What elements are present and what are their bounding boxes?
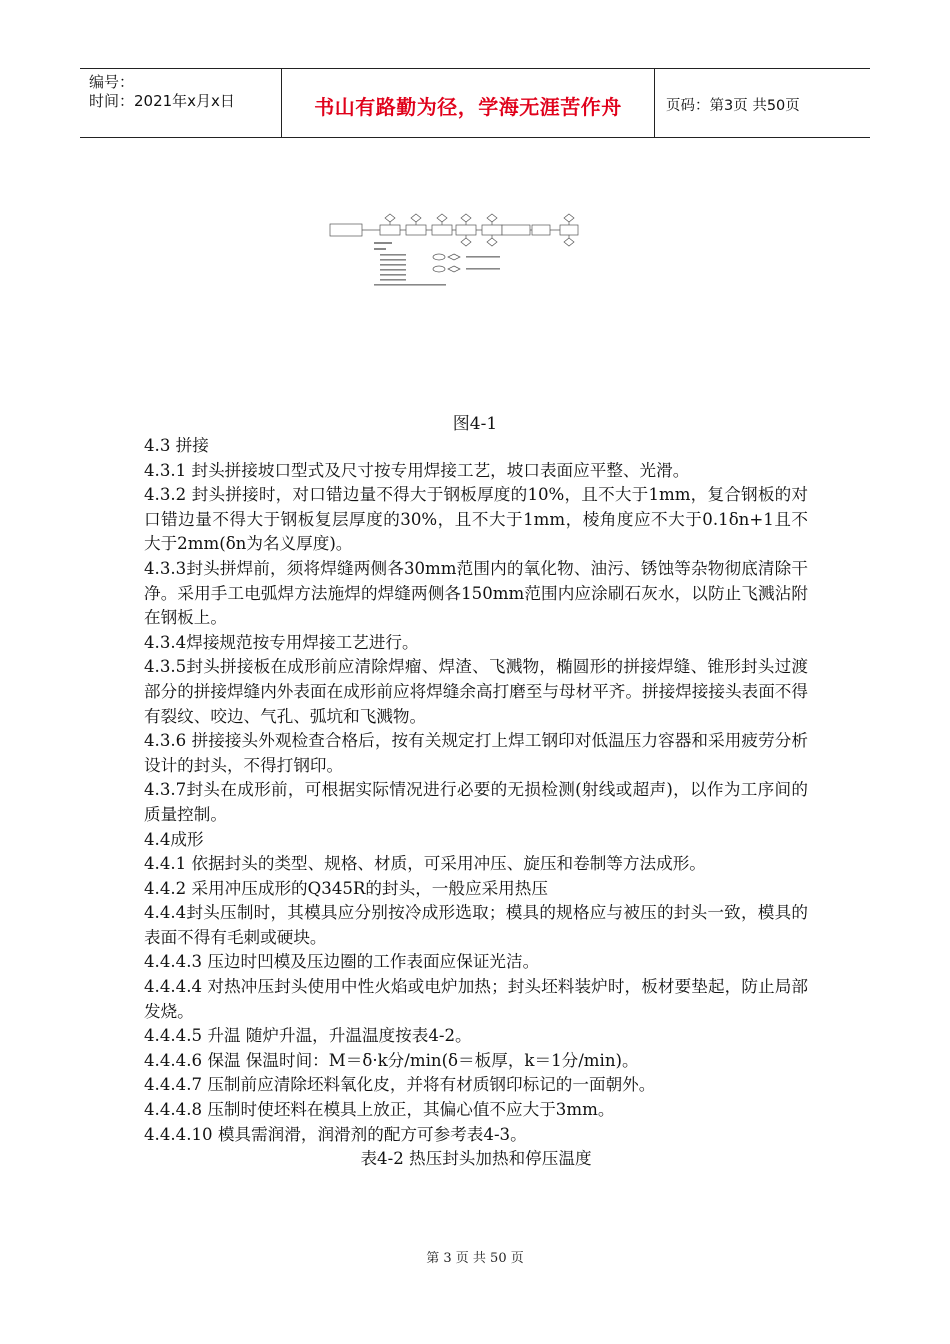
paragraph: 4.4.4.7 压制前应清除坯料氧化皮，并将有材质钢印标记的一面朝外。 [144, 1075, 656, 1095]
section-heading: 4.4成形 [144, 829, 204, 849]
header-page-label: 页码：第3页 共50页 [666, 98, 800, 114]
header-motto: 书山有路勤为径，学海无涯苦作舟 [314, 95, 622, 119]
header-meta [89, 73, 235, 111]
paragraph: 4.4.4.3 压边时凹模及压边圈的工作表面应保证光洁。 [144, 952, 540, 972]
paragraph: 4.3.6 拼接接头外观检查合格后，按有关规定打上焊工钢印对低温压力容器和采用疲劳分析设计的封头，不得打钢印。 [144, 731, 808, 775]
paragraph: 4.4.4.10 模具需润滑，润滑剂的配方可参考表4-3。 [144, 1124, 527, 1144]
paragraph: 4.4.4封头压制时，其模具应分别按冷成形选取；模具的规格应与被压的封头一致，模具的表面不得有毛刺或硬块。 [144, 903, 808, 947]
paragraph: 4.4.4.4 对热冲压封头使用中性火焰或电炉加热；封头坯料装炉时，板材要垫起，防止局部发烧。 [144, 977, 808, 1021]
figure-caption: 图4-1 [452, 414, 498, 434]
paragraph: 4.3.5封头拼接板在成形前应清除焊瘤、焊渣、飞溅物，椭圆形的拼接焊缝、锥形封头过渡部分的拼接焊缝内外表面在成形前应将焊缝余高打磨至与母材平齐。拼接焊接接头表面不得有裂纹、咬边、气孔、弧坑和飞溅物。 [144, 657, 808, 726]
page-header [80, 68, 870, 138]
paragraph: 4.4.4.5 升温 随炉升温，升温温度按表4-2。 [144, 1026, 472, 1046]
paragraph: 4.4.4.8 压制时使坯料在模具上放正，其偏心值不应大于3mm。 [144, 1100, 615, 1120]
paragraph: 4.3.4焊接规范按专用焊接工艺进行。 [144, 632, 419, 652]
paragraph: 4.4.1 依据封头的类型、规格、材质，可采用冲压、旋压和卷制等方法成形。 [144, 854, 706, 874]
time-label: 时间：2021年x月x日 [89, 92, 235, 110]
paragraph: 4.3.1 封头拼接坡口型式及尺寸按专用焊接工艺，坡口表面应平整、光滑。 [144, 460, 690, 480]
section-heading: 4.3 拼接 [144, 436, 209, 455]
paragraph: 4.3.7封头在成形前，可根据实际情况进行必要的无损检测(射线或超声)，以作为工序间的质量控制。 [144, 780, 808, 824]
flow-chart-graphic [326, 212, 582, 292]
document-body [144, 434, 808, 1172]
paragraph: 4.3.2 封头拼接时，对口错边量不得大于钢板厚度的10%，且不大于1mm，复合钢板的对口错边量不得大于钢板复层厚度的30%，且不大于1mm，棱角度应不大于0.1δn+1且不大于2mm(δn为名义厚度)。 [144, 485, 808, 554]
paragraph: 4.3.3封头拼焊前，须将焊缝两侧各30mm范围内的氧化物、油污、锈蚀等杂物彻底清除干净。采用手工电弧焊方法施焊的焊缝两侧各150mm范围内应涂刷石灰水，以防止飞溅沾附在钢板上。 [144, 558, 808, 628]
paragraph: 4.4.4.6 保温 保温时间：M＝δ·k分/min(δ＝板厚，k＝1分/min)。 [144, 1050, 639, 1070]
code-label: 编号： [89, 73, 135, 91]
paragraph: 4.4.2 采用冲压成形的Q345R的封头，一般应采用热压 [144, 878, 548, 898]
process-flow-figure [326, 212, 582, 292]
header-divider [654, 69, 655, 137]
page-footer: 第 3 页 共 50 页 [426, 1251, 524, 1266]
table-caption: 表4-2 热压封头加热和停压温度 [360, 1149, 592, 1169]
